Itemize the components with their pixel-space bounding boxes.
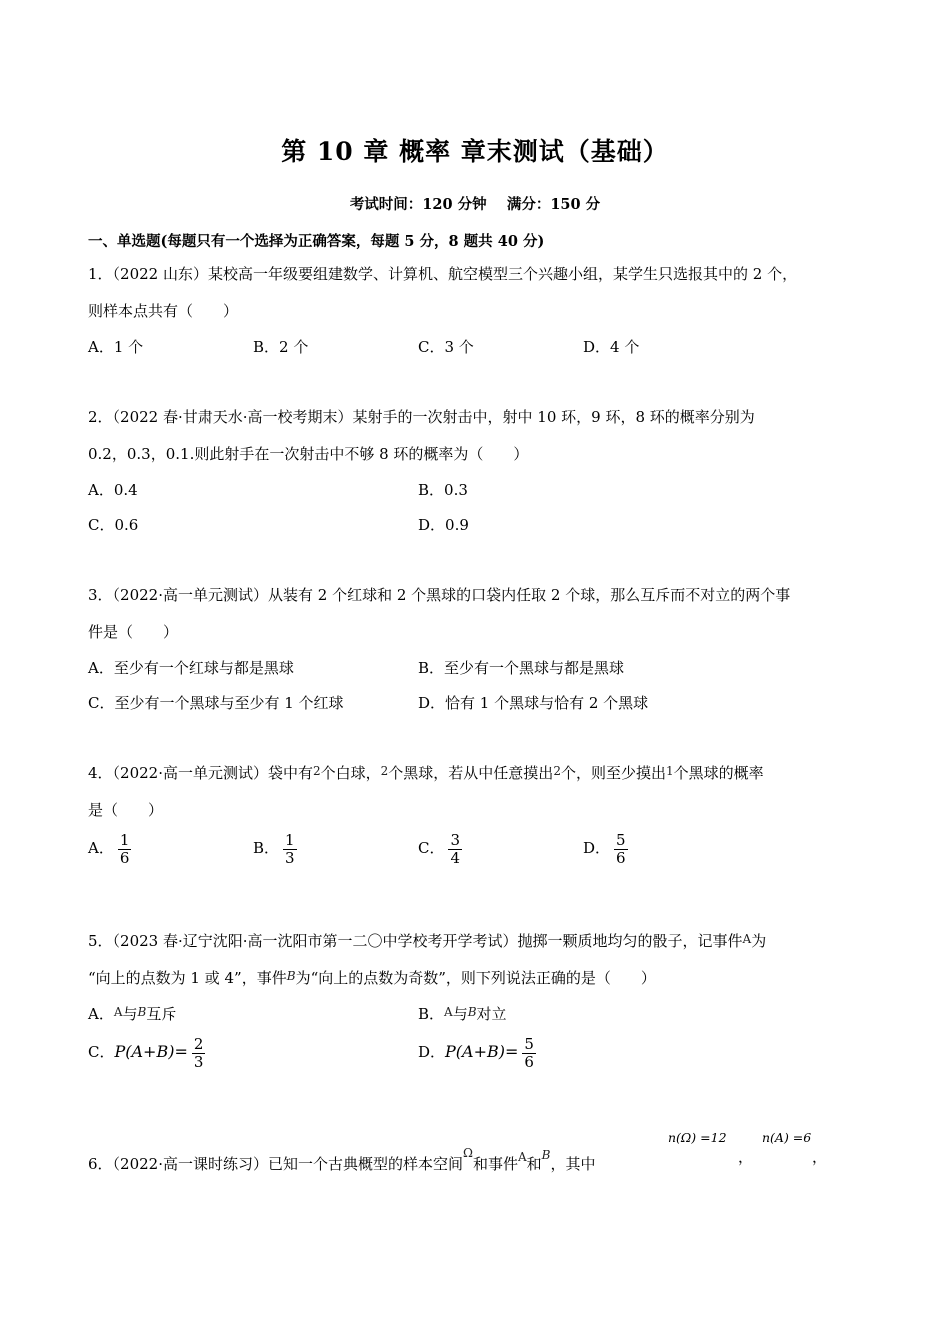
question-4-option-d: D． $\frac{5}{6}$ — [583, 831, 626, 867]
comma: ， — [812, 1148, 828, 1166]
question-5-option-c: C．P(A+B)= $\frac{2}{3}$ — [88, 1035, 204, 1071]
event-b: B — [541, 1148, 551, 1162]
question-3-line-1: 3．（2022·高一单元测试）从装有 2 个红球和 2 个黑球的口袋内任取 2 个球，那么互斥而不对立的两个事 — [88, 586, 791, 604]
question-2-option-d: D．0.9 — [418, 516, 469, 534]
exam-time: 考试时间：120 分钟 — [349, 196, 487, 213]
question-2-line-2: 0.2，0.3，0.1.则此射手在一次射击中不够 8 环的概率为（ ） — [88, 445, 529, 463]
full-score: 满分：150 分 — [506, 196, 601, 213]
question-3-line-2: 件是（ ） — [88, 623, 179, 641]
probability-expr: P(A+B)= — [114, 1042, 188, 1061]
fraction: $\frac{1}{3}$ — [285, 831, 295, 867]
sample-space-symbol: Ω — [463, 1146, 473, 1160]
question-1-option-b: B．2 个 — [253, 338, 309, 356]
question-2-option-a: A．0.4 — [88, 481, 138, 499]
probability-expr: P(A+B)= — [445, 1042, 519, 1061]
event-a: A — [517, 1150, 527, 1164]
comma: ， — [738, 1148, 754, 1166]
question-5-option-d: D．P(A+B)= $\frac{5}{6}$ — [418, 1035, 534, 1071]
question-4-option-a: A． $\frac{1}{6}$ — [88, 831, 130, 867]
question-4-option-b: B． $\frac{1}{3}$ — [253, 831, 295, 867]
count-min-black: 1 — [665, 764, 674, 778]
event-b: B — [286, 969, 296, 983]
n-omega-expr: n(Ω) =12 — [668, 1130, 727, 1145]
question-2-option-c: C．0.6 — [88, 516, 139, 534]
question-1-option-d: D．4 个 — [583, 338, 640, 356]
fraction: $\frac{1}{6}$ — [119, 831, 130, 867]
question-1-option-a: A．1 个 — [88, 338, 144, 356]
fraction: $\frac{5}{6}$ — [616, 831, 626, 867]
fraction: $\frac{2}{3}$ — [193, 1035, 204, 1071]
question-2-option-b: B．0.3 — [418, 481, 468, 499]
page-title: 第 10 章 概率 章末测试（基础） — [281, 137, 669, 166]
question-5-line-1: 5．（2023 春·辽宁沈阳·高一沈阳市第一二〇中学校考开学考试）抛掷一颗质地均匀的骰子，记事件$^A$为 — [88, 932, 767, 950]
question-5-option-b: B．$^A$与$^B$对立 — [418, 1005, 507, 1023]
event-a: A — [742, 932, 752, 946]
count-draw: 2 — [553, 764, 561, 778]
question-1-line-2: 则样本点共有（ ） — [88, 302, 239, 320]
fraction: $\frac{5}{6}$ — [524, 1035, 534, 1071]
fraction: $\frac{3}{4}$ — [450, 831, 461, 867]
question-4-line-1: 4．（2022·高一单元测试）袋中有$^2$个白球，$^2$个黑球，若从中任意摸出$^2$个，则至少摸出$^1$个黑球的概率 — [88, 764, 764, 782]
question-5-line-2: “向上的点数为 1 或 4”，事件$^B$为“向上的点数为奇数”，则下列说法正确的是（ ） — [88, 969, 656, 987]
count-white: 2 — [313, 764, 321, 778]
question-3-option-c: C．至少有一个黑球与至少有 1 个红球 — [88, 694, 344, 712]
question-5-option-a: A．$^A$与$^B$互斥 — [88, 1005, 177, 1023]
question-4-option-c: C． $\frac{3}{4}$ — [418, 831, 461, 867]
question-3-option-b: B．至少有一个黑球与都是黑球 — [418, 659, 625, 677]
question-1-option-c: C．3 个 — [418, 338, 474, 356]
question-3-option-d: D．恰有 1 个黑球与恰有 2 个黑球 — [418, 694, 649, 712]
question-1-line-1: 1．（2022 山东）某校高一年级要组建数学、计算机、航空模型三个兴趣小组，某学生只选报其中的 2 个， — [88, 265, 798, 283]
question-4-line-2: 是（ ） — [88, 801, 164, 819]
exam-info — [0, 193, 950, 214]
n-a-expr: n(A) =6 — [762, 1130, 812, 1145]
question-6-line-1: 6．（2022·高一课时练习）已知一个古典概型的样本空间$^\Omega$和事件$^A$和$^B$，其中 — [88, 1146, 596, 1173]
section-heading: 一、单选题(每题只有一个选择为正确答案，每题 5 分，8 题共 40 分) — [88, 233, 545, 250]
count-black: 2 — [380, 764, 389, 778]
question-3-option-a: A．至少有一个红球与都是黑球 — [88, 659, 294, 677]
question-2-line-1: 2．（2022 春·甘肃天水·高一校考期末）某射手的一次射击中，射中 10 环，9 环，8 环的概率分别为 — [88, 408, 755, 426]
